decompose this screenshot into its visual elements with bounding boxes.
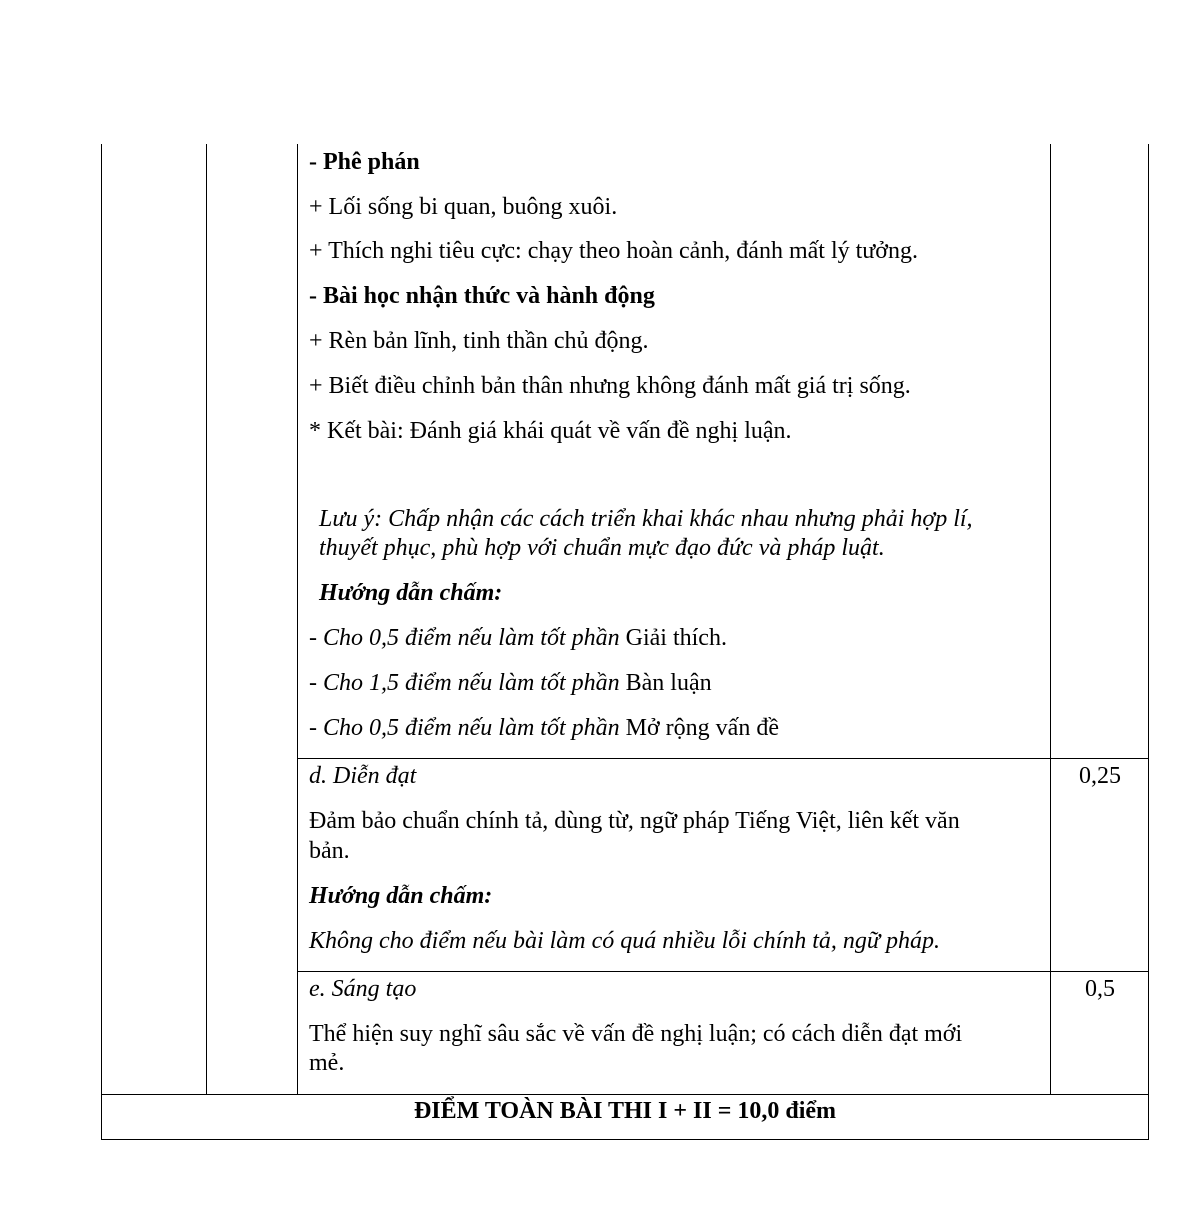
- table-border-left: [101, 144, 102, 1140]
- dien-dat-note: Không cho điểm nếu bài làm có quá nhiều lỗi chính tả, ngữ pháp.: [309, 928, 941, 954]
- bai-hoc-heading: - Bài học nhận thức và hành động: [309, 283, 655, 309]
- cho-diem-ban-luan-label: - Cho 1,5 điểm nếu làm tốt phần: [309, 670, 620, 696]
- row-divider-dien-dat: [297, 758, 1149, 759]
- sang-tao-score: 0,5: [1085, 976, 1115, 1002]
- luu-y-line-1: Lưu ý: Chấp nhận các cách triển khai khác nhau nhưng phải hợp lí,: [319, 506, 973, 532]
- row-divider-sang-tao: [297, 971, 1149, 972]
- dien-dat-line-1: Đảm bảo chuẩn chính tả, dùng từ, ngữ pháp Tiếng Việt, liên kết văn: [309, 808, 960, 834]
- cho-diem-ban-luan: [309, 668, 712, 698]
- cho-diem-ban-luan-part: Bàn luận: [619, 670, 712, 696]
- cho-diem-giai-thich-label: - Cho 0,5 điểm nếu làm tốt phần: [309, 625, 620, 651]
- row-divider-total: [101, 1094, 1149, 1095]
- cho-diem-mo-rong-part: Mở rộng vấn đề: [619, 715, 779, 741]
- cho-diem-mo-rong: [309, 713, 779, 743]
- column-divider-3: [1050, 144, 1051, 1094]
- bai-hoc-item-2: + Biết điều chỉnh bản thân nhưng không đánh mất giá trị sống.: [309, 373, 911, 399]
- sang-tao-line-1: Thể hiện suy nghĩ sâu sắc về vấn đề nghị luận; có cách diễn đạt mới: [309, 1021, 963, 1047]
- dien-dat-line-2: bản.: [309, 838, 350, 864]
- bai-hoc-item-1: + Rèn bản lĩnh, tinh thần chủ động.: [309, 328, 649, 354]
- column-divider-2: [297, 144, 298, 1094]
- sang-tao-line-2: mẻ.: [309, 1050, 345, 1076]
- cho-diem-mo-rong-label: - Cho 0,5 điểm nếu làm tốt phần: [309, 715, 620, 741]
- phe-phan-item-2: + Thích nghi tiêu cực: chạy theo hoàn cảnh, đánh mất lý tưởng.: [309, 238, 918, 264]
- dien-dat-score: 0,25: [1079, 763, 1121, 789]
- table-border-bottom: [101, 1139, 1149, 1140]
- total-score-row: ĐIỂM TOÀN BÀI THI I + II = 10,0 điểm: [413, 1098, 837, 1124]
- ket-bai: * Kết bài: Đánh giá khái quát về vấn đề nghị luận.: [309, 418, 792, 444]
- column-divider-1: [206, 144, 207, 1094]
- luu-y-line-2: thuyết phục, phù hợp với chuẩn mực đạo đức và pháp luật.: [319, 535, 885, 561]
- phe-phan-item-1: + Lối sống bi quan, buông xuôi.: [309, 194, 618, 220]
- cho-diem-giai-thich-part: Giải thích.: [619, 625, 727, 651]
- cho-diem-giai-thich: [309, 623, 727, 653]
- phe-phan-heading: - Phê phán: [309, 149, 420, 175]
- table-border-right: [1148, 144, 1149, 1140]
- dien-dat-title: d. Diễn đạt: [309, 763, 417, 789]
- huong-dan-cham-heading: Hướng dẫn chấm:: [319, 580, 503, 606]
- dien-dat-huong-dan: Hướng dẫn chấm:: [309, 883, 493, 909]
- sang-tao-title: e. Sáng tạo: [309, 976, 417, 1002]
